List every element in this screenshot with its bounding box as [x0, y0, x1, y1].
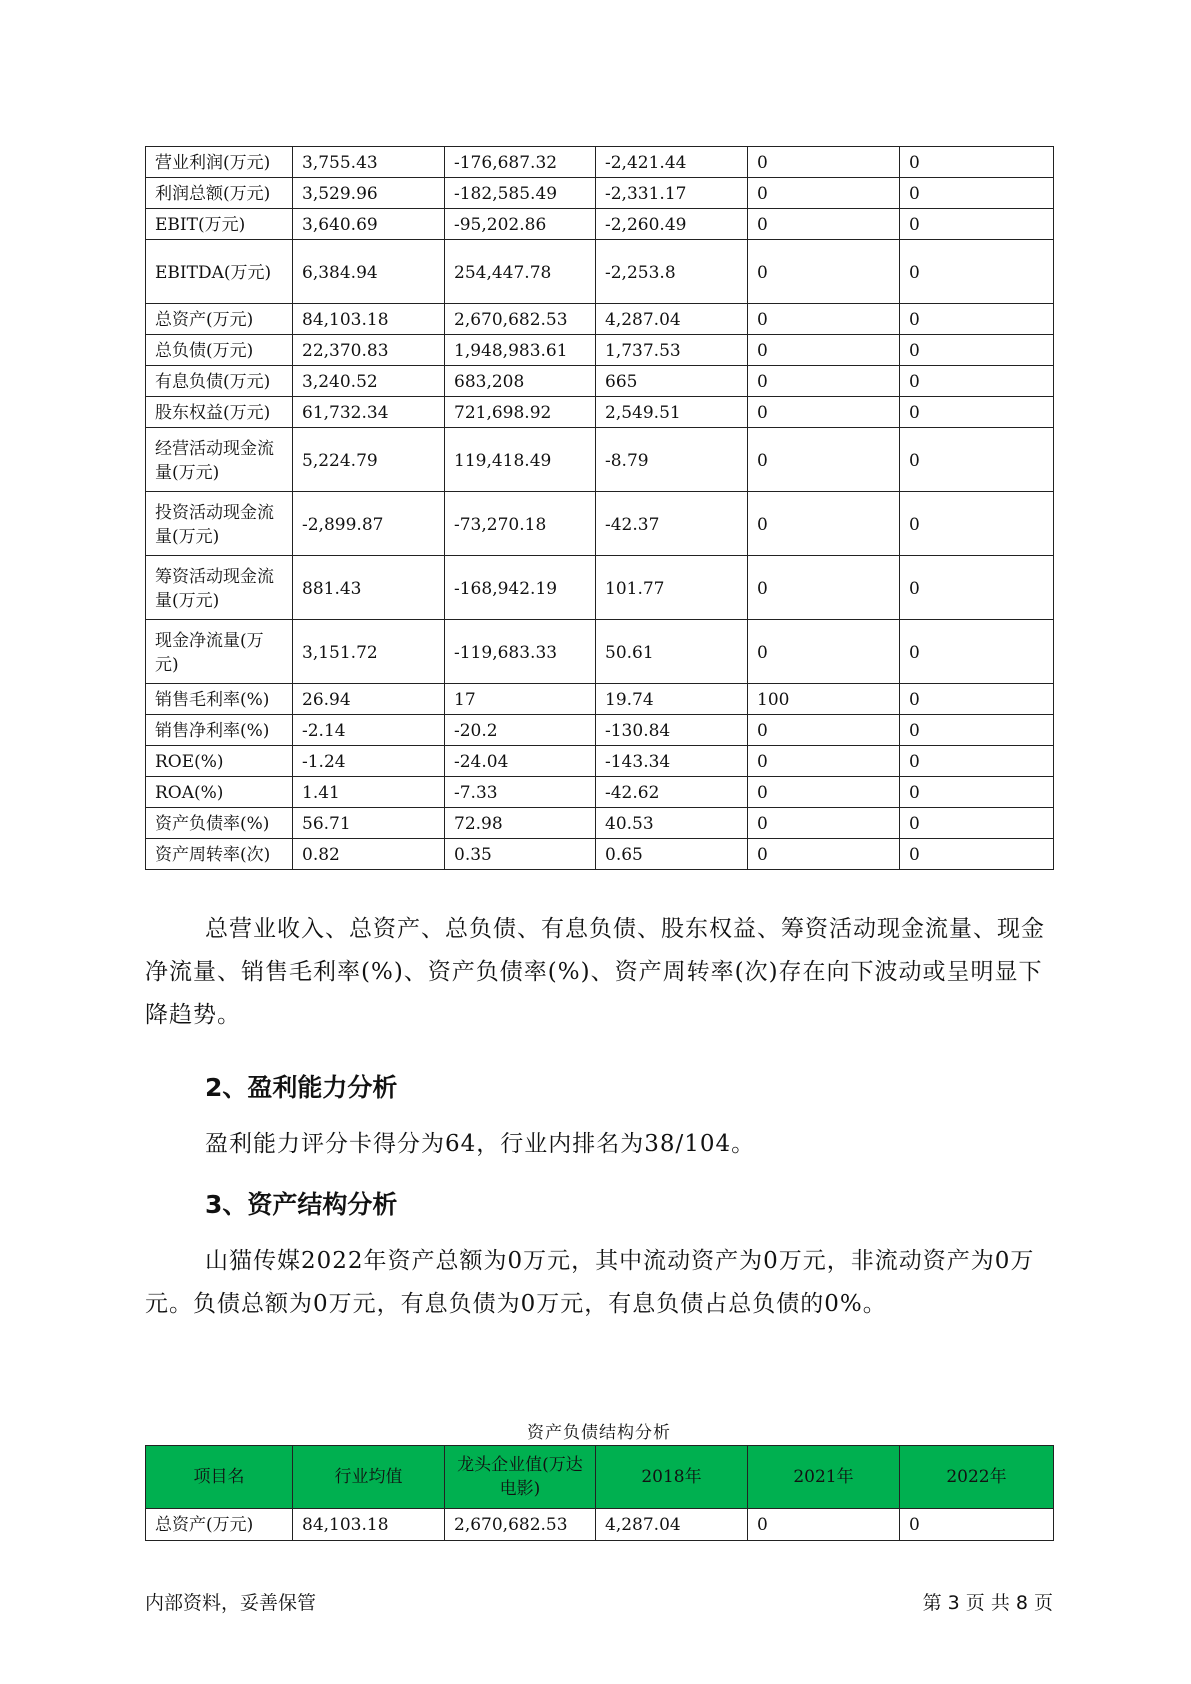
- table-cell: 2,670,682.53: [445, 304, 596, 335]
- table-cell: -1.24: [293, 746, 445, 777]
- table-cell: 0: [748, 428, 900, 492]
- table-cell: 0: [900, 428, 1054, 492]
- table-row: [146, 808, 1054, 839]
- row-label: EBITDA(万元): [146, 240, 293, 304]
- table-row: [146, 492, 1054, 556]
- table-cell: -8.79: [596, 428, 748, 492]
- table-cell: -176,687.32: [445, 147, 596, 178]
- summary-text: 总营业收入、总资产、总负债、有息负债、股东权益、筹资活动现金流量、现金净流量、销售毛利率(%)、资产负债率(%)、资产周转率(次)存在向下波动或呈明显下降趋势。: [145, 916, 1045, 1028]
- row-label: 营业利润(万元): [146, 147, 293, 178]
- table-cell: 0: [748, 777, 900, 808]
- table-cell: 0: [748, 147, 900, 178]
- table-cell: 0: [900, 839, 1054, 870]
- table-cell: 0: [748, 335, 900, 366]
- table-cell: 0: [748, 839, 900, 870]
- footer-confidential: 内部资料，妥善保管: [145, 1592, 317, 1614]
- table-cell: 0: [900, 240, 1054, 304]
- table-row: [146, 556, 1054, 620]
- table-cell: 0: [900, 366, 1054, 397]
- row-label: 销售净利率(%): [146, 715, 293, 746]
- table-cell: 22,370.83: [293, 335, 445, 366]
- table-cell: 84,103.18: [293, 304, 445, 335]
- table-cell: 2,670,682.53: [445, 1509, 596, 1541]
- table-cell: 119,418.49: [445, 428, 596, 492]
- table-cell: 0: [900, 1509, 1054, 1541]
- table-row: [146, 209, 1054, 240]
- table-cell: 1,948,983.61: [445, 335, 596, 366]
- table-cell: 2,549.51: [596, 397, 748, 428]
- table-cell: 665: [596, 366, 748, 397]
- row-label: 资产周转率(次): [146, 839, 293, 870]
- table-cell: 6,384.94: [293, 240, 445, 304]
- table-cell: -73,270.18: [445, 492, 596, 556]
- table-cell: 1.41: [293, 777, 445, 808]
- table-cell: 72.98: [445, 808, 596, 839]
- table-cell: -119,683.33: [445, 620, 596, 684]
- row-label: 筹资活动现金流量(万元): [146, 556, 293, 620]
- table-cell: 0: [748, 620, 900, 684]
- table-cell: 0: [900, 147, 1054, 178]
- column-header: 项目名: [146, 1446, 293, 1509]
- column-header: 龙头企业值(万达电影): [445, 1446, 596, 1509]
- table-row: [146, 620, 1054, 684]
- table-cell: -42.37: [596, 492, 748, 556]
- table-cell: 56.71: [293, 808, 445, 839]
- row-label: 利润总额(万元): [146, 178, 293, 209]
- section-3-paragraph: [145, 1240, 1053, 1326]
- row-label: 总资产(万元): [146, 304, 293, 335]
- table-cell: 0: [748, 397, 900, 428]
- table-cell: 721,698.92: [445, 397, 596, 428]
- table-cell: 0: [900, 335, 1054, 366]
- table-cell: 4,287.04: [596, 304, 748, 335]
- balance-structure-table: [145, 1445, 1054, 1541]
- table-cell: -24.04: [445, 746, 596, 777]
- table-cell: 0: [900, 777, 1054, 808]
- row-label: 经营活动现金流量(万元): [146, 428, 293, 492]
- table-cell: 0: [900, 684, 1054, 715]
- section-3-text: 山猫传媒2022年资产总额为0万元，其中流动资产为0万元，非流动资产为0万元。负债总额为0万元，有息负债为0万元，有息负债占总负债的0%。: [145, 1248, 1035, 1317]
- table-cell: 0: [748, 209, 900, 240]
- table-cell: 254,447.78: [445, 240, 596, 304]
- footer-page-number: 第 3 页 共 8 页: [922, 1592, 1053, 1614]
- table-row: [146, 335, 1054, 366]
- row-label: 投资活动现金流量(万元): [146, 492, 293, 556]
- table-cell: -2,331.17: [596, 178, 748, 209]
- table-cell: 101.77: [596, 556, 748, 620]
- table-cell: 0: [748, 808, 900, 839]
- table-cell: 3,151.72: [293, 620, 445, 684]
- table-row: [146, 240, 1054, 304]
- table-cell: -2,899.87: [293, 492, 445, 556]
- table-cell: -20.2: [445, 715, 596, 746]
- table-row: [146, 777, 1054, 808]
- table-cell: 17: [445, 684, 596, 715]
- table-row: [146, 839, 1054, 870]
- table-cell: 881.43: [293, 556, 445, 620]
- table-cell: 0: [900, 397, 1054, 428]
- table-cell: 84,103.18: [293, 1509, 445, 1541]
- table-cell: -2,421.44: [596, 147, 748, 178]
- table-row: [146, 397, 1054, 428]
- table-cell: 0: [900, 304, 1054, 335]
- table-row: [146, 147, 1054, 178]
- table-cell: 1,737.53: [596, 335, 748, 366]
- table-cell: 3,755.43: [293, 147, 445, 178]
- section-2-text: 盈利能力评分卡得分为64，行业内排名为38/104。: [205, 1131, 756, 1157]
- section-2-paragraph: [145, 1123, 1053, 1166]
- table-cell: 0: [900, 620, 1054, 684]
- table-cell: 0: [900, 808, 1054, 839]
- column-header: 行业均值: [293, 1446, 445, 1509]
- table-cell: -2,253.8: [596, 240, 748, 304]
- table-cell: 26.94: [293, 684, 445, 715]
- financial-metrics-table: [145, 146, 1054, 870]
- table-cell: 0: [748, 715, 900, 746]
- row-label: 总资产(万元): [146, 1509, 293, 1541]
- row-label: 资产负债率(%): [146, 808, 293, 839]
- table-cell: 3,640.69: [293, 209, 445, 240]
- table-cell: -42.62: [596, 777, 748, 808]
- table-row: [146, 715, 1054, 746]
- column-header: 2021年: [748, 1446, 900, 1509]
- table-cell: -130.84: [596, 715, 748, 746]
- table-cell: 0: [900, 492, 1054, 556]
- table-cell: 0: [748, 492, 900, 556]
- row-label: EBIT(万元): [146, 209, 293, 240]
- row-label: 股东权益(万元): [146, 397, 293, 428]
- table-row: [146, 304, 1054, 335]
- row-label: 有息负债(万元): [146, 366, 293, 397]
- table-cell: -7.33: [445, 777, 596, 808]
- table-cell: 0: [748, 746, 900, 777]
- table-cell: 0: [748, 1509, 900, 1541]
- table-cell: 0: [748, 178, 900, 209]
- table-cell: 19.74: [596, 684, 748, 715]
- table-cell: 0: [900, 556, 1054, 620]
- table-cell: 0: [748, 366, 900, 397]
- table-cell: 683,208: [445, 366, 596, 397]
- row-label: 总负债(万元): [146, 335, 293, 366]
- summary-paragraph: [145, 908, 1053, 1037]
- table-cell: 0: [900, 209, 1054, 240]
- table-cell: 5,224.79: [293, 428, 445, 492]
- table-row: [146, 746, 1054, 777]
- table-cell: 61,732.34: [293, 397, 445, 428]
- table-cell: 0: [748, 304, 900, 335]
- row-label: ROA(%): [146, 777, 293, 808]
- column-header: 2022年: [900, 1446, 1054, 1509]
- table-cell: 0.35: [445, 839, 596, 870]
- table-cell: -143.34: [596, 746, 748, 777]
- row-label: ROE(%): [146, 746, 293, 777]
- table-cell: -168,942.19: [445, 556, 596, 620]
- table-cell: 4,287.04: [596, 1509, 748, 1541]
- row-label: 销售毛利率(%): [146, 684, 293, 715]
- table-cell: 0: [900, 178, 1054, 209]
- table-cell: 0: [748, 556, 900, 620]
- table-cell: 0: [900, 715, 1054, 746]
- table-cell: -182,585.49: [445, 178, 596, 209]
- table-cell: 100: [748, 684, 900, 715]
- table-row: [146, 1509, 1054, 1541]
- section-2-heading: 2、盈利能力分析: [205, 1073, 398, 1102]
- table-row: [146, 178, 1054, 209]
- column-header: 2018年: [596, 1446, 748, 1509]
- table-row: [146, 428, 1054, 492]
- table-row: [146, 366, 1054, 397]
- table-cell: -2.14: [293, 715, 445, 746]
- table-cell: 0.65: [596, 839, 748, 870]
- table-cell: 50.61: [596, 620, 748, 684]
- table-header-row: [146, 1446, 1054, 1509]
- table-cell: 0: [900, 746, 1054, 777]
- table-cell: 0.82: [293, 839, 445, 870]
- section-3-heading: 3、资产结构分析: [205, 1190, 398, 1219]
- table-cell: -2,260.49: [596, 209, 748, 240]
- table-cell: 3,529.96: [293, 178, 445, 209]
- table-caption: 资产负债结构分析: [527, 1423, 671, 1443]
- table-cell: 40.53: [596, 808, 748, 839]
- table-cell: 3,240.52: [293, 366, 445, 397]
- row-label: 现金净流量(万元): [146, 620, 293, 684]
- table-cell: 0: [748, 240, 900, 304]
- table-cell: -95,202.86: [445, 209, 596, 240]
- table-row: [146, 684, 1054, 715]
